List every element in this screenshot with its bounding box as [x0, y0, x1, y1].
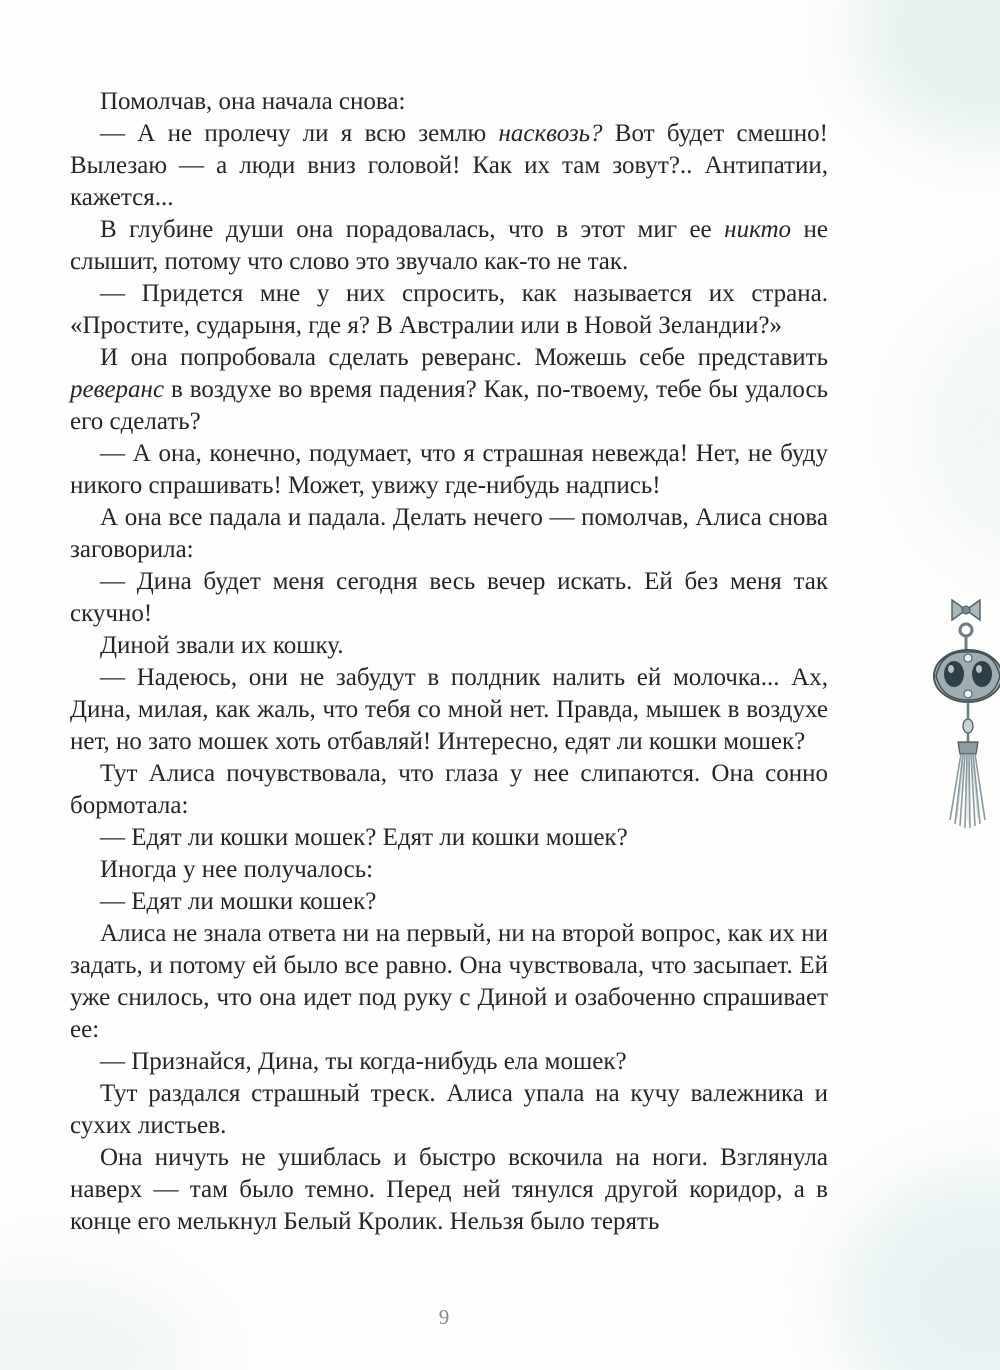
text-run: — Надеюсь, они не забудут в полдник налить ей молочка... Ах, Дина, милая, как жаль, что тебя со мной нет. Правда, мышек в воздухе нет, но зато мошек хоть отбавляй! Интересно, едят ли кошки мошек? [70, 664, 828, 755]
paragraph [70, 502, 828, 566]
text-run: — Придется мне у них спросить, как называется их страна. «Простите, сударыня, где я? В Австралии или в Новой Зеландии?» [70, 280, 828, 339]
page-number: 9 [438, 1305, 450, 1329]
paragraph [70, 1078, 828, 1142]
watercolor-wash-right [920, 300, 1000, 560]
text-run: Диной звали их кошку. [100, 632, 344, 659]
paragraph [70, 86, 828, 118]
body-text [70, 86, 828, 1238]
paragraph [70, 118, 828, 214]
text-run: не слышит, потому что слово это звучало как-то не так. [70, 216, 828, 275]
text-run: — А не пролечу ли я всю землю [100, 120, 499, 147]
watercolor-wash-top-right [860, 0, 1000, 140]
text-run: Тут Алиса почувствовала, что глаза у нее слипаются. Она сонно бормотала: [70, 760, 828, 819]
text-run: — Едят ли мошки кошек? [100, 888, 377, 915]
paragraph [70, 342, 828, 438]
text-run: — Признайся, Дина, ты когда-нибудь ела мошек? [100, 1048, 627, 1075]
text-run: — Дина будет меня сегодня весь вечер искать. Ей без меня так скучно! [70, 568, 828, 627]
paragraph [70, 918, 828, 1046]
paragraph [70, 822, 828, 854]
paragraph [70, 214, 828, 278]
text-run: И она попробовала сделать реверанс. Можешь себе представить [100, 344, 828, 371]
text-run: Тут раздался страшный треск. Алиса упала на кучу валежника и сухих листьев. [70, 1080, 828, 1139]
paragraph [70, 1046, 828, 1078]
paragraph [70, 1142, 828, 1238]
paragraph [70, 662, 828, 758]
text-run: — А она, конечно, подумает, что я страшная невежда! Нет, не буду никого спрашивать! Может, увижу где-нибудь надпись! [70, 440, 828, 499]
paragraph [70, 854, 828, 886]
text-run: Вот будет смешно! Вылезаю — а люди вниз головой! Как их там зовут?.. Антипатии, кажется... [70, 120, 828, 211]
pendant-ornament-icon [922, 592, 1000, 832]
paragraph [70, 758, 828, 822]
text-run: Помолчав, она начала снова: [100, 88, 406, 115]
italic-text: реверанс [70, 376, 165, 403]
text-run: Она ничуть не ушиблась и быстро вскочила на ноги. Взглянула наверх — там было темно. Перед ней тянулся другой коридор, а в конце его мелькнул Белый Кролик. Нельзя было терять [70, 1144, 828, 1235]
text-run: Алиса не знала ответа ни на первый, ни на второй вопрос, как их ни задать, и потому ей было все равно. Она чувствовала, что засыпает. Ей уже снилось, что она идет под руку с Диной и озабоченно спрашивает ее: [70, 920, 828, 1043]
text-run: Иногда у нее получалось: [100, 856, 374, 883]
paragraph [70, 630, 828, 662]
paragraph [70, 278, 828, 342]
paragraph [70, 438, 828, 502]
italic-text: насквозь? [498, 120, 603, 147]
paragraph [70, 886, 828, 918]
watercolor-wash-bottom-right [840, 1170, 1000, 1370]
text-run: в воздухе во время падения? Как, по-твоему, тебе бы удалось его сделать? [70, 376, 828, 435]
text-run: В глубине души она порадовалась, что в этот миг ее [100, 216, 725, 243]
paragraph [70, 566, 828, 630]
text-run: — Едят ли кошки мошек? Едят ли кошки мошек? [100, 824, 628, 851]
text-run: А она все падала и падала. Делать нечего — помолчав, Алиса снова заговорила: [70, 504, 828, 563]
italic-text: никто [724, 216, 791, 243]
